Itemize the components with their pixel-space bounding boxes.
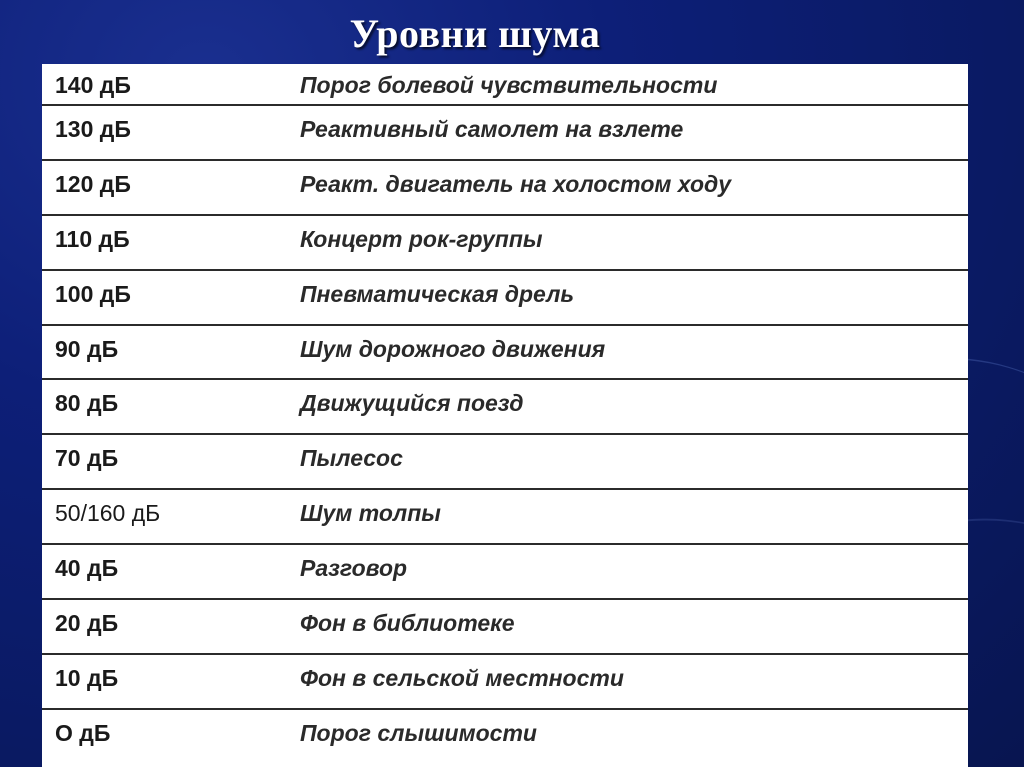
table-row — [42, 709, 968, 764]
level-cell: 130 дБ — [42, 105, 287, 160]
level-cell: 80 дБ — [42, 379, 287, 434]
source-cell: Реактивный самолет на взлете — [287, 105, 968, 160]
table-row — [42, 654, 968, 709]
source-cell: Порог слышимости — [300, 719, 537, 746]
table-row — [42, 270, 968, 325]
source-cell: Пылесос — [287, 434, 968, 489]
level-cell: 20 дБ — [42, 599, 287, 654]
level-cell: 110 дБ — [42, 215, 287, 270]
source-cell: Фон в сельской местности — [287, 654, 968, 709]
source-cell: Концерт рок-группы — [287, 215, 968, 270]
table-row — [42, 379, 968, 434]
level-cell: 100 дБ — [42, 270, 287, 325]
table-row — [42, 160, 968, 215]
table-row — [42, 105, 968, 160]
level-cell: 70 дБ — [42, 434, 287, 489]
table-row — [42, 544, 968, 599]
source-cell: Движущийся поезд — [287, 379, 968, 434]
source-cell: Реакт. двигатель на холостом ходу — [287, 160, 968, 215]
level-cell: О дБ — [55, 719, 111, 746]
level-cell: 120 дБ — [42, 160, 287, 215]
table-row — [42, 599, 968, 654]
table-row — [42, 489, 968, 544]
source-cell: Порог болевой чувствительности — [287, 64, 968, 105]
level-cell: 40 дБ — [42, 544, 287, 599]
table-row — [42, 325, 968, 380]
table — [42, 64, 968, 764]
level-cell: 90 дБ — [42, 325, 287, 380]
slide-title: Уровни шума — [349, 11, 601, 56]
table-row — [42, 215, 968, 270]
source-cell: Фон в библиотеке — [287, 599, 968, 654]
level-cell: 10 дБ — [42, 654, 287, 709]
source-cell: Шум дорожного движения — [287, 325, 968, 380]
level-cell: 140 дБ — [42, 64, 287, 105]
table-row — [42, 64, 968, 105]
table-row — [42, 434, 968, 489]
noise-levels-table — [42, 64, 968, 767]
level-cell: 50/160 дБ — [42, 489, 287, 544]
source-cell: Пневматическая дрель — [287, 270, 968, 325]
source-cell: Разговор — [287, 544, 968, 599]
source-cell: Шум толпы — [287, 489, 968, 544]
